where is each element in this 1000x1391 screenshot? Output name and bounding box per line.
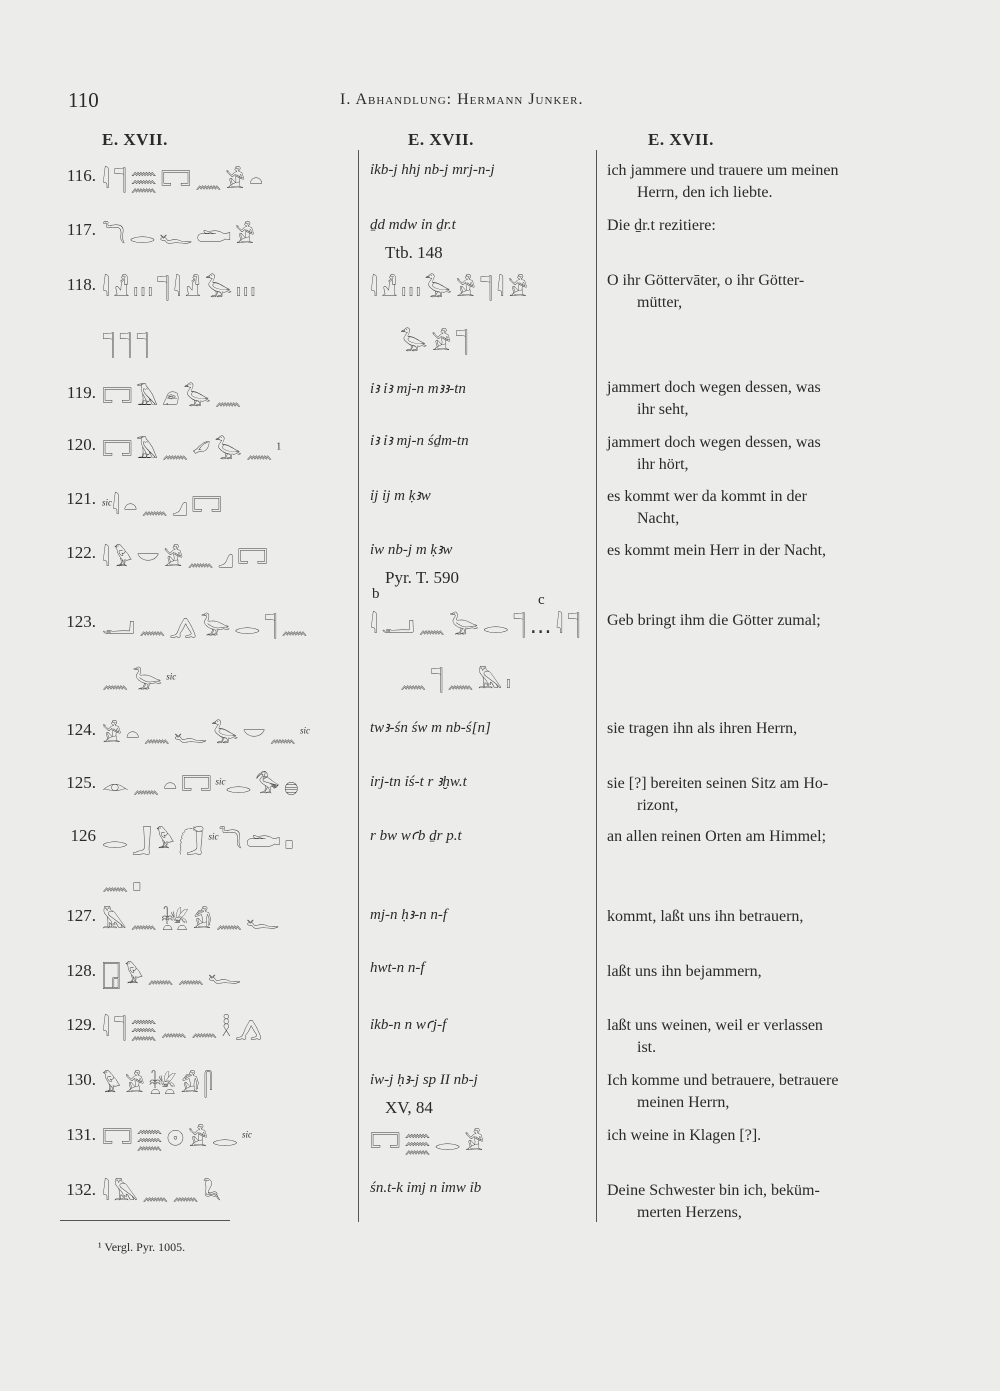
footnote-rule (60, 1220, 230, 1221)
hieroglyph-line-127: 𓅓𓈖𓆥𓀁𓈖𓆑 (102, 909, 284, 934)
transliteration: ỉj ỉj m ḳꜣw (370, 488, 431, 504)
hieroglyph-line-118b: 𓊹𓊹𓊹 (102, 334, 153, 359)
hieroglyph-line-125: 𓁹𓈖𓏏𓉐$^{sic}$𓂋𓅜𓐍 (102, 774, 303, 799)
transliteration: r bw wꜥb ḏr p.t (370, 828, 462, 844)
column-divider-left (358, 150, 359, 1222)
source-reference: XV, 84 (385, 1098, 433, 1117)
column-divider-right (596, 150, 597, 1222)
transliteration: ỉw nb-j m ḳꜣw (370, 542, 453, 558)
line-number: 130. (66, 1070, 96, 1089)
transliteration: mj-n ḥꜣ-n n-f (370, 907, 447, 923)
line-number: 129. (66, 1015, 96, 1034)
transliteration: ḏd mdw ỉn ḏr.t (370, 217, 456, 233)
line-number: 125. (66, 773, 96, 792)
translation: kommt, laßt uns ihn betrauern, (607, 908, 804, 925)
line-number: 128. (66, 961, 96, 980)
page-number: 110 (68, 88, 99, 112)
hieroglyph-line-116: 𓇋𓊹𓈗𓉐𓈖𓀀𓏏 (102, 169, 268, 194)
line-number: 132. (66, 1180, 96, 1199)
translation: es kommt mein Herr in der Nacht, (607, 542, 827, 559)
translation: Die ḏr.t rezitiere: (607, 217, 716, 234)
translation: ich weine in Klagen [?]. (607, 1127, 762, 1144)
line-number: 117. (66, 220, 96, 239)
transliteration: ỉkb-j hhj nb-j mrj-n-j (370, 162, 495, 178)
hieroglyph-line-130: 𓅱𓀀𓆥𓀁𓋴 (102, 1073, 217, 1098)
column-header-translation: E. XVII. (648, 130, 714, 149)
hieroglyph-line-118: 𓇋𓀭𓏥𓊹𓇋𓀭𓅭𓏥 (102, 277, 260, 302)
hieroglyph-line-121: $^{sic}$𓇋𓏏𓈖𓈎𓉐 (102, 495, 226, 520)
hieroglyph-line-120: 𓉐𓄿𓈖𓄔𓅭𓈖$^1$ (102, 439, 282, 464)
hieroglyph-line-129: 𓇋𓊹𓈗𓈖𓈖𓎛𓂻 (102, 1017, 267, 1042)
line-number: 122. (66, 543, 96, 562)
hieroglyph-line-123: 𓂝𓈖𓂻𓅬𓂋𓊹𓈖 (102, 615, 312, 640)
transliteration: ỉw-j ḥꜣ-j sp II nb-j (370, 1072, 478, 1088)
hieroglyph-line-123-variant-b: 𓈖𓊹𓈖𓅓𓏤 (400, 669, 515, 694)
hieroglyph-line-123-variant: 𓇋𓂝𓈖𓅬𓂋𓊹…𓇋𓊹 (370, 614, 585, 639)
variant-letter-c: c (538, 592, 545, 608)
transliteration: ỉkb-n n wꜥj-f (370, 1017, 447, 1033)
hieroglyph-line-123b: 𓈖𓅬$^{sic}$ (102, 669, 177, 694)
translation: sie tragen ihn als ihren Herrn, (607, 720, 798, 737)
line-number: 118. (66, 275, 96, 294)
hieroglyph-line-128: 𓉗𓅱𓈖𓈖𓆑 (102, 964, 246, 989)
hieroglyph-line-119: 𓉐𓄿𓂉𓅭𓈖 (102, 386, 246, 411)
transliteration: śn.t-k ỉmj n ỉmw ỉb (370, 1180, 482, 1196)
translation: Deine Schwester bin ich, beküm- merten Herzens, (607, 1182, 820, 1221)
hieroglyph-line-118-variant: 𓇋𓀭𓏥𓅭𓀀𓊹𓇋𓀀 (370, 277, 532, 302)
line-number: 119. (66, 383, 96, 402)
translation: O ihr Göttervāter, o ihr Götter- mütter, (607, 272, 805, 311)
translation: an allen reinen Orten am Himmel; (607, 828, 827, 845)
line-number: 127. (66, 906, 96, 925)
column-header-transliteration: E. XVII. (408, 130, 474, 149)
transliteration: ỉꜣ ỉꜣ mj-n mꜣꜣ-tn (370, 381, 466, 397)
hieroglyph-line-126b: 𓈖𓊪 (102, 871, 146, 896)
line-number: 131. (66, 1125, 96, 1144)
source-reference: Pyr. T. 590 (385, 568, 459, 587)
footnote: ¹ Vergl. Pyr. 1005. (98, 1240, 186, 1254)
translation: laßt uns weinen, weil er verlassen ist. (607, 1017, 823, 1056)
translation: es kommt wer da kommt in der Nacht, (607, 488, 807, 527)
line-number: 126 (70, 826, 96, 845)
line-number: 123. (66, 612, 96, 631)
column-header-hieroglyphs: E. XVII. (102, 130, 168, 149)
source-reference: Ttb. 148 (385, 243, 443, 262)
line-number: 120. (66, 435, 96, 454)
translation: sie [?] bereiten seinen Sitz am Ho- rizont, (607, 775, 829, 814)
variant-letter-b: b (372, 586, 380, 602)
line-number: 121. (66, 489, 96, 508)
hieroglyph-line-124: 𓀀𓏏𓈖𓆑𓅭𓎟𓈖$^{sic}$ (102, 723, 310, 748)
hieroglyph-line-117: 𓆓𓂋𓆑𓂧𓀀 (102, 224, 259, 249)
running-head: I. Abhandlung: Hermann Junker. (340, 91, 584, 108)
translation: jammert doch wegen dessen, was ihr seht, (607, 379, 821, 418)
hieroglyph-line-122: 𓇋𓅱𓎟𓀀𓈖𓈎𓉐 (102, 547, 272, 572)
hieroglyph-line-131: 𓉐𓈗𓇳𓀀𓂋$^{sic}$ (102, 1127, 252, 1152)
transliteration: hwt-n n-f (370, 960, 425, 976)
line-number: 116. (66, 166, 96, 185)
transliteration: ỉrj-tn ỉś-t r ꜣḫw.t (370, 774, 467, 790)
hieroglyph-line-126: 𓂋𓃀𓅱𓃂$^{sic}$𓆓𓂧𓊪 (102, 829, 298, 854)
line-number: 124. (66, 720, 96, 739)
translation: ich jammere und trauere um meinen Herrn, den ich liebte. (607, 162, 839, 201)
translation: Geb bringt ihm die Götter zumal; (607, 612, 821, 629)
transliteration: ỉꜣ ỉꜣ mj-n śḏm-tn (370, 433, 469, 449)
hieroglyph-line-132: 𓇋𓅓𓈖𓈖𓆗 (102, 1181, 226, 1206)
translation: jammert doch wegen dessen, was ihr hört, (607, 434, 821, 473)
transliteration: twꜣ-śn św m nb-ś[n] (370, 720, 491, 736)
hieroglyph-line-118-variant-b: 𓅭𓀀𓊹 (400, 331, 473, 356)
hieroglyph-line-131-variant: 𓉐𓈗𓂋𓀀 (370, 1131, 489, 1156)
translation: laßt uns ihn bejammern, (607, 963, 762, 980)
translation: Ich komme und betrauere, betrauere meinen Herrn, (607, 1072, 839, 1111)
